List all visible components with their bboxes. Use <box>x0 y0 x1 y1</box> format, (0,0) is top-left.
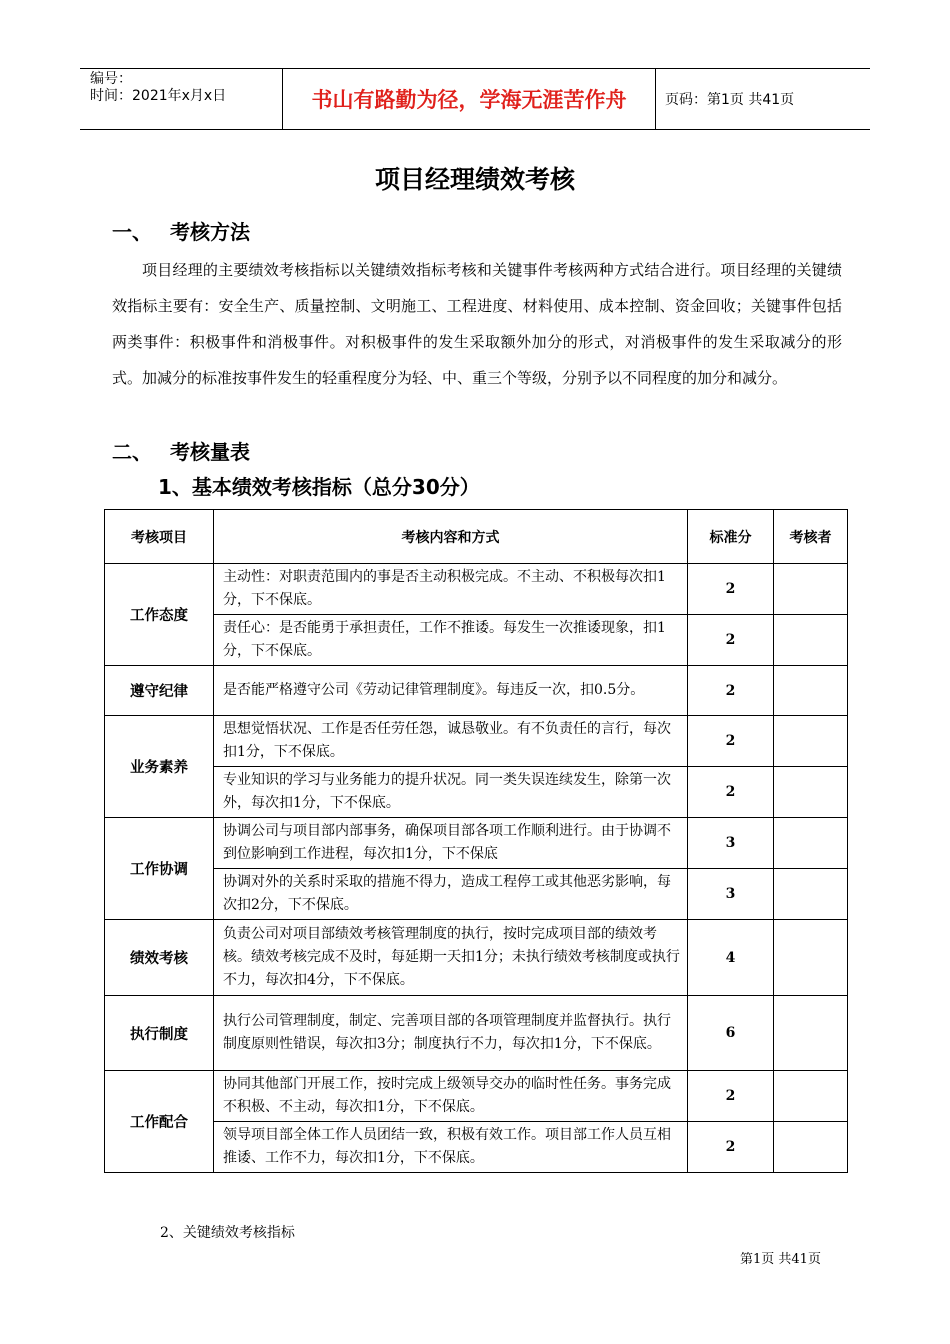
content-cell: 领导项目部全体工作人员团结一致，积极有效工作。项目部工作人员互相推诿、工作不力，每次扣1分，下不保底。 <box>214 1122 688 1173</box>
content-cell: 责任心：是否能勇于承担责任，工作不推诿。每发生一次推诿现象，扣1分，下不保底。 <box>214 615 688 666</box>
item-policy-execution: 执行制度 <box>105 996 214 1071</box>
assessor-cell[interactable] <box>774 716 848 767</box>
assessor-cell[interactable] <box>774 920 848 996</box>
table-row <box>105 615 848 666</box>
score-cell: 3 <box>688 869 774 920</box>
document-title: 项目经理绩效考核 <box>374 165 575 194</box>
section-2-title: 考核量表 <box>170 440 250 464</box>
score-cell: 2 <box>688 1122 774 1173</box>
content-cell: 协调公司与项目部内部事务，确保项目部各项工作顺利进行。由于协调不到位影响到工作进程，每次扣1分，下不保底 <box>214 818 688 869</box>
section-1-number: 一、 <box>112 220 152 244</box>
page-header <box>80 68 870 130</box>
score-cell: 2 <box>688 767 774 818</box>
content-cell: 主动性：对职责范围内的事是否主动积极完成。不主动、不积极每次扣1分，下不保底。 <box>214 564 688 615</box>
assessor-cell[interactable] <box>774 1071 848 1122</box>
section-2-heading <box>112 436 250 465</box>
score-cell: 2 <box>688 1071 774 1122</box>
subsection-1-heading: 1、基本绩效考核指标（总分30分） <box>158 475 480 499</box>
header-meta <box>90 71 280 105</box>
table-header-row <box>105 510 848 564</box>
assessor-cell[interactable] <box>774 818 848 869</box>
score-cell: 4 <box>688 920 774 996</box>
score-cell: 2 <box>688 564 774 615</box>
document-date: 时间：2021年x月x日 <box>90 88 227 104</box>
document-number-label: 编号： <box>90 71 132 87</box>
table-row <box>105 996 848 1071</box>
table-row <box>105 666 848 716</box>
header-motto: 书山有路勤为径，学海无涯苦作舟 <box>282 69 656 129</box>
table-row <box>105 564 848 615</box>
table-row <box>105 1071 848 1122</box>
item-professional-quality: 业务素养 <box>105 716 214 818</box>
column-header-content: 考核内容和方式 <box>214 510 688 564</box>
content-cell: 负责公司对项目部绩效考核管理制度的执行，按时完成项目部的绩效考核。绩效考核完成不及时，每延期一天扣1分；未执行绩效考核制度或执行不力，每次扣4分，下不保底。 <box>214 920 688 996</box>
table-row <box>105 716 848 767</box>
header-page-number: 页码：第1页 共41页 <box>665 92 795 108</box>
score-cell: 3 <box>688 818 774 869</box>
table-row <box>105 869 848 920</box>
basic-kpi-table <box>104 509 848 1173</box>
score-cell: 2 <box>688 615 774 666</box>
section-2-number: 二、 <box>112 440 152 464</box>
score-cell: 6 <box>688 996 774 1071</box>
score-cell: 2 <box>688 716 774 767</box>
content-cell: 思想觉悟状况、工作是否任劳任怨，诚恳敬业。有不负责任的言行，每次扣1分，下不保底。 <box>214 716 688 767</box>
assessor-cell[interactable] <box>774 666 848 716</box>
assessor-cell[interactable] <box>774 869 848 920</box>
assessor-cell[interactable] <box>774 615 848 666</box>
section-1-heading <box>112 216 250 245</box>
assessor-cell[interactable] <box>774 1122 848 1173</box>
content-cell: 协调对外的关系时采取的措施不得力，造成工程停工或其他恶劣影响，每次扣2分，下不保底。 <box>214 869 688 920</box>
item-cooperation: 工作配合 <box>105 1071 214 1173</box>
table-row <box>105 920 848 996</box>
column-header-score: 标准分 <box>688 510 774 564</box>
assessor-cell[interactable] <box>774 564 848 615</box>
method-paragraph: 项目经理的主要绩效考核指标以关键绩效指标考核和关键事件考核两种方式结合进行。项目经理的关键绩效指标主要有：安全生产、质量控制、文明施工、工程进度、材料使用、成本控制、资金回收；关键事件包括两类事件：积极事件和消极事件。对积极事件的发生采取额外加分的形式，对消极事件的发生采取减分的形式。加减分的标准按事件发生的轻重程度分为轻、中、重三个等级，分别予以不同程度的加分和减分。 <box>112 261 842 387</box>
item-coordination: 工作协调 <box>105 818 214 920</box>
item-discipline: 遵守纪律 <box>105 666 214 716</box>
content-cell: 执行公司管理制度，制定、完善项目部的各项管理制度并监督执行。执行制度原则性错误，每次扣3分；制度执行不力，每次扣1分，下不保底。 <box>214 996 688 1071</box>
assessor-cell[interactable] <box>774 767 848 818</box>
footer-page-number: 第1页 共41页 <box>740 1252 821 1267</box>
content-cell: 专业知识的学习与业务能力的提升状况。同一类失误连续发生，除第一次外，每次扣1分，下不保底。 <box>214 767 688 818</box>
table-row <box>105 818 848 869</box>
table-row <box>105 767 848 818</box>
score-cell: 2 <box>688 666 774 716</box>
item-work-attitude: 工作态度 <box>105 564 214 666</box>
subsection-2-heading: 2、关键绩效考核指标 <box>160 1225 295 1241</box>
assessor-cell[interactable] <box>774 996 848 1071</box>
table-row <box>105 1122 848 1173</box>
column-header-assessor: 考核者 <box>774 510 848 564</box>
content-cell: 协同其他部门开展工作，按时完成上级领导交办的临时性任务。事务完成不积极、不主动，每次扣1分，下不保底。 <box>214 1071 688 1122</box>
item-performance-review: 绩效考核 <box>105 920 214 996</box>
section-1-title: 考核方法 <box>170 220 250 244</box>
section-1-paragraph <box>112 252 842 396</box>
column-header-item: 考核项目 <box>105 510 214 564</box>
content-cell: 是否能严格遵守公司《劳动记律管理制度》。每违反一次，扣0.5分。 <box>214 666 688 716</box>
